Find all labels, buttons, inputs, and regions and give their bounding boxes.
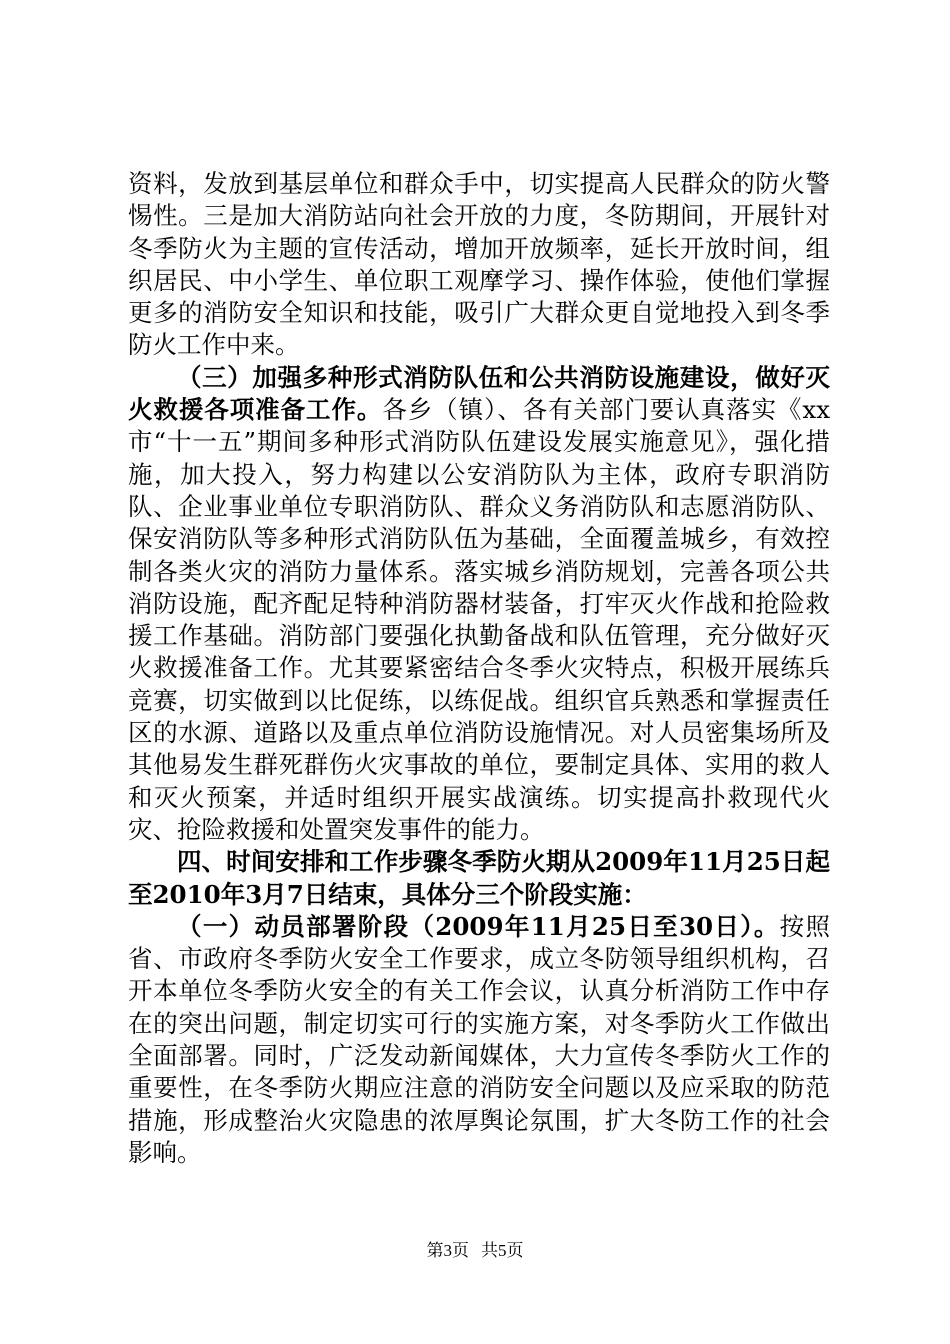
paragraph-lead: （一）动员部署阶段（2009年11月25日至30日）。 bbox=[177, 911, 780, 941]
page-footer bbox=[0, 1240, 950, 1262]
document-body bbox=[128, 168, 830, 1169]
paragraph-text: 资料，发放到基层单位和群众手中，切实提高人民群众的防火警惕性。三是加大消防站向社会开放的力度，冬防期间，开展针对冬季防火为主题的宣传活动，增加开放频率，延长开放时间，组织居民、中小学生、单位职工观摩学习、操作体验，使他们掌握更多的消防安全知识和技能，吸引广大群众更自觉地投入到冬季防火工作中来。 bbox=[128, 169, 830, 360]
paragraph-text: 各乡（镇）、各有关部门要认真落实《xx市“十一五”期间多种形式消防队伍建设发展实施意见》，强化措施，加大投入，努力构建以公安消防队为主体，政府专职消防队、企业事业单位专职消防队、群众义务消防队和志愿消防队、保安消防队等多种形式消防队伍为基础，全面覆盖城乡，有效控制各类火灾的消防力量体系。落实城乡消防规划，完善各项公共消防设施，配齐配足特种消防器材装备，打牢灭火作战和抢险救援工作基础。消防部门要强化执勤备战和队伍管理，充分做好灭火救援准备工作。尤其要紧密结合冬季火灾特点，积极开展练兵竞赛，切实做到以比促练，以练促战。组织官兵熟悉和掌握责任区的水源、道路以及重点单位消防设施情况。对人员密集场所及其他易发生群死群伤火灾事故的单位，要制定具体、实用的救人和灭火预案，并适时组织开展实战演练。切实提高扑救现代火灾、抢险救援和处置突发事件的能力。 bbox=[128, 395, 831, 844]
paragraph-2 bbox=[128, 362, 830, 846]
paragraph-text: 按照省、市政府冬季防火安全工作要求，成立冬防领导组织机构，召开本单位冬季防火安全的有关工作会议，认真分析消防工作中存在的突出问题，制定切实可行的实施方案，对冬季防火工作做出全面部署。同时，广泛发动新闻媒体，大力宣传冬季防火工作的重要性，在冬季防火期应注意的消防安全问题以及应采取的防范措施，形成整治火灾隐患的浓厚舆论氛围，扩大冬防工作的社会影响。 bbox=[128, 911, 830, 1167]
page-number: 第3页 bbox=[426, 1241, 469, 1260]
paragraph-3 bbox=[128, 911, 830, 1169]
section-heading bbox=[128, 846, 830, 911]
paragraph-1 bbox=[128, 168, 830, 362]
page-total: 共5页 bbox=[481, 1241, 524, 1260]
paragraph-lead: （三）加强多种形式消防队伍和公共消防设施建设，做好灭火救援各项准备工作。 bbox=[128, 362, 830, 425]
heading-text: 四、时间安排和工作步骤冬季防火期从2009年11月25日起至2010年3月7日结束，具体分三个阶段实施： bbox=[128, 847, 830, 909]
